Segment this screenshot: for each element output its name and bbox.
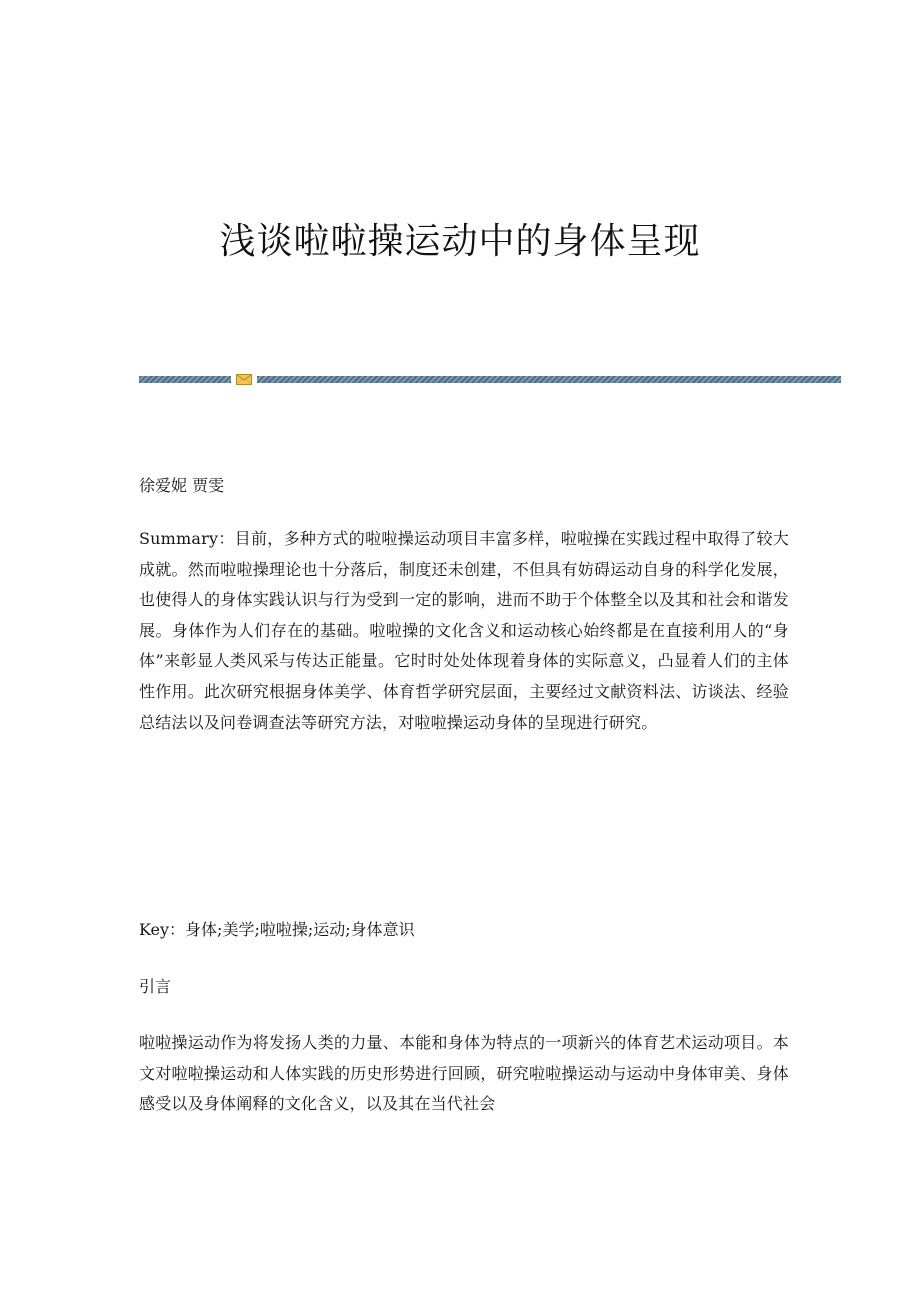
intro-paragraph: 啦啦操运动作为将发扬人类的力量、本能和身体为特点的一项新兴的体育艺术运动项目。本文对啦啦操运动和人体实践的历史形势进行回顾，研究啦啦操运动与运动中身体审美、身体感受以及身体阐释的文化含义，以及其在当代社会 <box>139 1033 789 1114</box>
keywords-line <box>139 918 789 942</box>
summary-paragraph <box>139 524 789 738</box>
divider-bar-right <box>257 376 841 383</box>
keywords-label: Key： <box>139 920 186 939</box>
document-title: 浅谈啦啦操运动中的身体呈现 <box>219 221 701 262</box>
keywords-text: 身体;美学;啦啦操;运动;身体意识 <box>185 920 415 939</box>
envelope-emblem-icon <box>236 374 252 385</box>
summary-label: Summary： <box>139 529 235 548</box>
divider-bar-left <box>139 376 231 383</box>
summary-text: 目前，多种方式的啦啦操运动项目丰富多样，啦啦操在实践过程中取得了较大成就。然而啦啦操理论也十分落后，制度还未创建，不但具有妨碍运动自身的科学化发展，也使得人的身体实践认识与行为受到一定的影响，进而不助于个体整全以及其和社会和谐发展。身体作为人们存在的基础。啦啦操的文化含义和运动核心始终都是在直接利用人的“身体”来彰显人类风采与传达正能量。它时时处处体现着身体的实际意义，凸显着人们的主体性作用。此次研究根据身体美学、体育哲学研究层面，主要经过文献资料法、访谈法、经验总结法以及问卷调查法等研究方法，对啦啦操运动身体的呈现进行研究。 <box>139 529 789 732</box>
section-heading-introduction: 引言 <box>139 977 172 996</box>
author-line: 徐爱妮 贾雯 <box>139 476 225 495</box>
title-divider <box>139 374 841 384</box>
